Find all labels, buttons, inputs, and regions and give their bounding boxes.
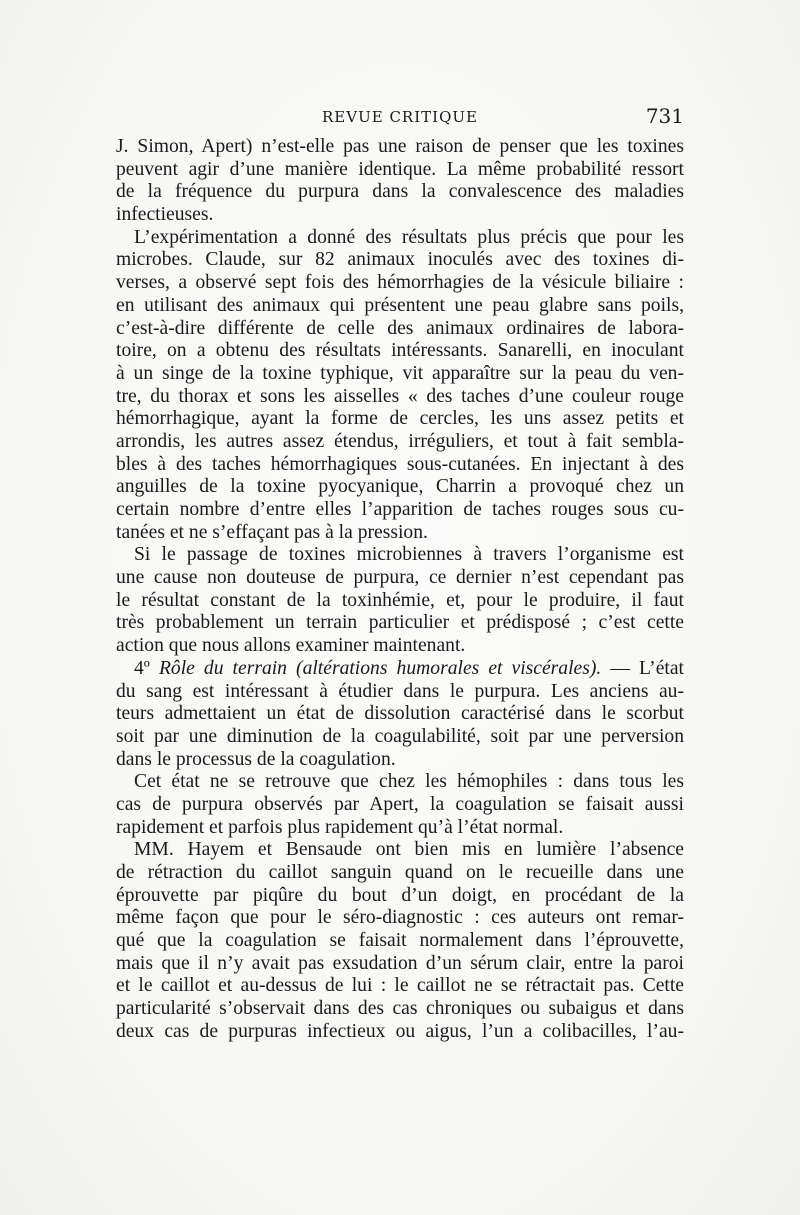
text-line: c’est-à-dire différente de celle des animaux ordinaires de labora-: [116, 317, 684, 339]
text-line: mais que il n’y avait pas exsudation d’un sérum clair, entre la paroi: [116, 952, 684, 974]
text-line: toire, on a obtenu des résultats intéressants. Sanarelli, en inoculant: [116, 340, 684, 362]
text-line: cas de purpura observés par Apert, la coagulation se faisait aussi: [116, 793, 684, 815]
text-line: une cause non douteuse de purpura, ce dernier n’est cependant pas: [116, 567, 684, 589]
text-line: le résultat constant de la toxinhémie, et, pour le produire, il faut: [116, 589, 684, 611]
text-line: du sang est intéressant à étudier dans le purpura. Les anciens au-: [116, 680, 684, 702]
text-line: Si le passage de toxines microbiennes à travers l’organisme est: [134, 544, 684, 566]
text-line: teurs admettaient un état de dissolution caractérisé dans le scorbut: [116, 703, 684, 725]
text-line: très probablement un terrain particulier et prédisposé ; c’est cette: [116, 612, 684, 634]
section-number: 4º: [134, 657, 159, 679]
running-title: REVUE CRITIQUE: [322, 108, 478, 126]
text-line: action que nous allons examiner maintenant.: [116, 635, 466, 657]
text-line: anguilles de la toxine pyocyanique, Charrin a provoqué chez un: [116, 476, 684, 498]
page-header: [116, 104, 684, 132]
text-line: soit par une diminution de la coagulabilité, soit par une perversion: [116, 725, 684, 747]
text-line: éprouvette par piqûre du bout d’un doigt, en procédant de la: [116, 884, 684, 906]
text-line: même façon que pour le séro-diagnostic : ces auteurs ont remar-: [116, 907, 684, 929]
text-line: de la fréquence du purpura dans la convalescence des maladies: [116, 181, 684, 203]
text-line: et le caillot et au-dessus de lui : le caillot ne se rétractait pas. Cette: [116, 975, 684, 997]
text-line: verses, a observé sept fois des hémorrhagies de la vésicule biliaire :: [116, 272, 684, 294]
text-line: particularité s’observait dans des cas chroniques ou subaigus et dans: [116, 998, 684, 1020]
text-line: certain nombre d’entre elles l’apparition de taches rouges sous cu-: [116, 499, 684, 520]
text-line: Cet état ne se retrouve que chez les hémophiles : dans tous les: [134, 771, 684, 793]
text-line: à un singe de la toxine typhique, vit apparaître sur la peau du ven-: [116, 362, 684, 384]
section-heading: Rôle du terrain (altérations humorales et viscérales).: [158, 657, 602, 679]
text-line: tanées et ne s’effaçant pas à la pression.: [116, 521, 428, 543]
text-line: tre, du thorax et sons les aisselles « des taches d’une couleur rouge: [116, 385, 684, 407]
text-line: microbes. Claude, sur 82 animaux inoculés avec des toxines di-: [116, 249, 684, 271]
text-line: dans le processus de la coagulation.: [116, 748, 396, 770]
text-line: L’expérimentation a donné des résultats plus précis que pour les: [134, 226, 684, 248]
text-line: qué que la coagulation se faisait normalement dans l’éprouvette,: [116, 930, 684, 952]
text-line: [116, 658, 684, 681]
text-line: de rétraction du caillot sanguin quand on le recueille dans une: [116, 862, 684, 883]
text-line: hémorrhagique, ayant la forme de cercles, les uns assez petits et: [116, 408, 684, 430]
text-line: arrondis, les autres assez étendus, irréguliers, et tout à fait sembla-: [116, 430, 684, 452]
body-text: [116, 136, 684, 1044]
text-line: infectieuses.: [116, 204, 214, 226]
text-line: en utilisant des animaux qui présentent une peau glabre sans poils,: [116, 294, 684, 316]
section-lead-text: — L’état: [601, 657, 684, 679]
text-line: rapidement et parfois plus rapidement qu’à l’état normal.: [116, 816, 564, 838]
text-line: deux cas de purpuras infectieux ou aigus, l’un a colibacilles, l’au-: [116, 1020, 684, 1042]
text-line: peuvent agir d’une manière identique. La même probabilité ressort: [116, 158, 684, 180]
text-line: bles à des taches hémorrhagiques sous-cutanées. En injectant à des: [116, 453, 684, 475]
text-line: MM. Hayem et Bensaude ont bien mis en lumière l’absence: [134, 839, 684, 861]
page-number: 731: [645, 104, 684, 128]
text-line: J. Simon, Apert) n’est-elle pas une raison de penser que les toxines: [116, 136, 684, 157]
